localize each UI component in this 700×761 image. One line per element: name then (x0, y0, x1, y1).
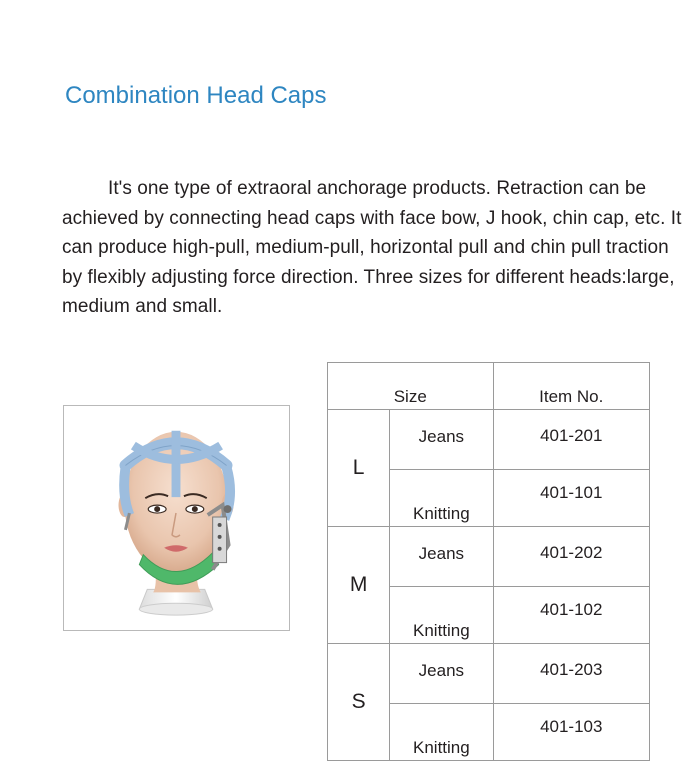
spec-table (327, 362, 650, 761)
item-number-cell: 401-101 (493, 470, 649, 527)
product-description: It's one type of extraoral anchorage products. Retraction can be achieved by connecting head caps with face bow, J hook, chin cap, etc. It can produce high-pull, medium-pull, horizontal pull and chin pull traction by flexibly adjusting force direction. Three sizes for different heads:large, medium and small. (62, 178, 682, 317)
size-cell: L (328, 410, 390, 527)
table-row (328, 410, 650, 470)
table-row (328, 527, 650, 587)
head-cap-illustration (64, 406, 289, 630)
item-number-cell: 401-103 (493, 704, 649, 761)
page-title: Combination Head Caps (65, 82, 327, 109)
table-header-row (328, 363, 650, 410)
size-cell: S (328, 644, 390, 761)
material-cell: Knitting (390, 470, 493, 527)
item-number-cell: 401-201 (493, 410, 649, 470)
size-header: Size (328, 363, 494, 410)
material-cell: Jeans (390, 644, 493, 704)
material-cell: Jeans (390, 410, 493, 470)
material-cell: Knitting (390, 704, 493, 761)
item-number-cell: 401-102 (493, 587, 649, 644)
product-image (63, 405, 290, 631)
size-cell: M (328, 527, 390, 644)
item-number-cell: 401-203 (493, 644, 649, 704)
item-number-cell: 401-202 (493, 527, 649, 587)
material-cell: Knitting (390, 587, 493, 644)
material-cell: Jeans (390, 527, 493, 587)
table-row (328, 644, 650, 704)
item-no-header: Item No. (493, 363, 649, 410)
